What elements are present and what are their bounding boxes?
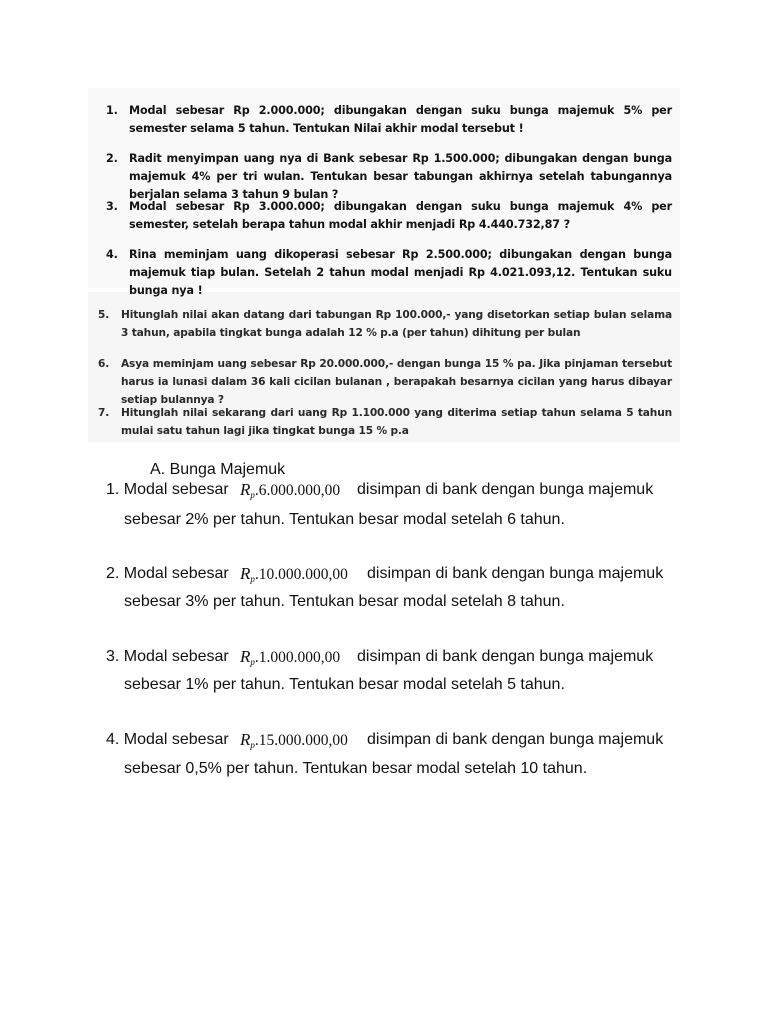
bm-item-2-line1	[106, 565, 229, 583]
bm-item-3-tail	[357, 648, 653, 666]
bm-item-1-tail	[357, 481, 653, 499]
question-number: 6.	[98, 358, 110, 370]
question-4	[106, 246, 672, 300]
bm-tail: disimpan di bank dengan bunga majemuk	[367, 565, 664, 582]
section-title: A. Bunga Majemuk	[150, 461, 286, 478]
question-6	[98, 355, 672, 409]
bm-item-1-line1	[106, 481, 229, 499]
bm-item-4-line1	[106, 731, 229, 749]
currency-sub: p	[250, 657, 255, 667]
bm-item-2-tail	[367, 565, 663, 583]
question-5	[98, 306, 672, 342]
question-text: Modal sebesar Rp 2.000.000; dibungakan dengan suku bunga majemuk 5% per semester selama 5 tahun. Tentukan Nilai akhir modal tersebut !	[129, 104, 672, 135]
bm-item-4-amount	[240, 730, 348, 750]
bm-tail: disimpan di bank dengan bunga majemuk	[357, 481, 654, 498]
bm-item-4-tail	[367, 731, 663, 749]
question-3	[106, 198, 672, 234]
bm-item-3-line1	[106, 648, 229, 666]
question-1	[106, 102, 672, 138]
bm-tail: disimpan di bank dengan bunga majemuk	[357, 648, 654, 665]
question-number: 7.	[98, 407, 110, 419]
question-text: Hitunglah nilai akan datang dari tabungan Rp 100.000,- yang disetorkan setiap bulan selama 3 tahun, apabila tingkat bunga adalah 12 % p.a (per tahun) dihitung per bulan	[121, 309, 672, 339]
bm-tail: disimpan di bank dengan bunga majemuk	[367, 731, 664, 748]
question-text: Hitunglah nilai sekarang dari uang Rp 1.100.000 yang diterima setiap tahun selama 5 tahun mulai satu tahun lagi jika tingkat bunga 15 % p.a	[121, 407, 672, 437]
question-text: Asya meminjam uang sebesar Rp 20.000.000,- dengan bunga 15 % pa. Jika pinjaman tersebut harus ia lunasi dalam 36 kali cicilan bulanan , berapakah besarnya cicilan yang harus dibayar setiap bulannya ?	[121, 358, 672, 406]
question-number: 3.	[106, 200, 118, 213]
amount: .15.000.000,00	[254, 732, 348, 749]
amount: .6.000.000,00	[254, 482, 341, 499]
currency-symbol: R	[240, 480, 251, 499]
bm-item-4-line2: sebesar 0,5% per tahun. Tentukan besar modal setelah 10 tahun.	[124, 760, 588, 777]
bm-item-3-amount	[240, 647, 340, 667]
question-number: 2.	[106, 152, 118, 165]
currency-symbol: R	[240, 564, 251, 583]
bm-lead: 1. Modal sebesar	[106, 481, 229, 498]
question-text: Rina meminjam uang dikoperasi sebesar Rp 2.500.000; dibungakan dengan bunga majemuk tiap bulan. Setelah 2 tahun modal menjadi Rp 4.021.093,12. Tentukan suku bunga nya !	[129, 248, 672, 297]
amount: .1.000.000,00	[254, 649, 341, 666]
question-number: 5.	[98, 309, 110, 321]
currency-sub: p	[250, 490, 255, 500]
question-text: Radit menyimpan uang nya di Bank sebesar Rp 1.500.000; dibungakan dengan bunga majemuk 4% per tri wulan. Tentukan besar tabungan akhirnya setelah tabungannya berjalan selama 3 tahun 9 bulan ?	[129, 152, 672, 201]
currency-sub: p	[250, 574, 255, 584]
bm-item-2-line2: sebesar 3% per tahun. Tentukan besar modal setelah 8 tahun.	[124, 593, 565, 610]
question-text: Modal sebesar Rp 3.000.000; dibungakan dengan suku bunga majemuk 4% per semester, setelah berapa tahun modal akhir menjadi Rp 4.440.732,87 ?	[129, 200, 672, 231]
amount: .10.000.000,00	[254, 566, 348, 583]
question-2	[106, 150, 672, 204]
bm-item-3-line2: sebesar 1% per tahun. Tentukan besar modal setelah 5 tahun.	[124, 676, 565, 693]
currency-sub: p	[250, 740, 255, 750]
currency-symbol: R	[240, 730, 251, 749]
bm-item-2-amount	[240, 564, 348, 584]
bm-lead: 2. Modal sebesar	[106, 565, 229, 582]
question-number: 1.	[106, 104, 118, 117]
question-number: 4.	[106, 248, 118, 261]
bm-item-1-amount	[240, 480, 340, 500]
question-7	[98, 404, 672, 440]
currency-symbol: R	[240, 647, 251, 666]
bm-lead: 3. Modal sebesar	[106, 648, 229, 665]
bm-item-1-line2: sebesar 2% per tahun. Tentukan besar modal setelah 6 tahun.	[124, 511, 565, 528]
bm-lead: 4. Modal sebesar	[106, 731, 229, 748]
